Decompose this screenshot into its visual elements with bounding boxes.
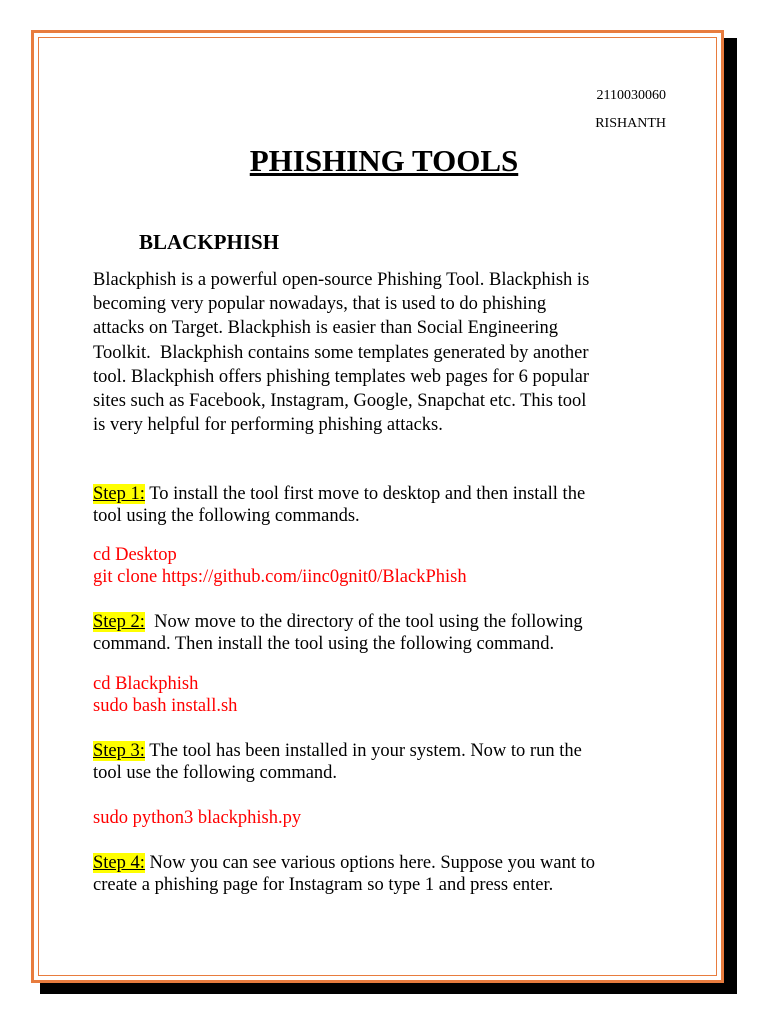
step-2-command-1: cd Blackphish: [93, 674, 199, 694]
step-3-label: Step 3:: [93, 741, 145, 761]
intro-line: is very helpful for performing phishing attacks.: [93, 415, 443, 436]
author-name: RISHANTH: [595, 116, 666, 131]
section-heading: BLACKPHISH: [139, 230, 280, 254]
intro-line: attacks on Target. Blackphish is easier than Social Engineering: [93, 318, 559, 339]
step-1-text: [93, 482, 663, 528]
step-4-line2: create a phishing page for Instagram so type 1 and press enter.: [93, 875, 554, 896]
step-2-line2: command. Then install the tool using the following command.: [93, 634, 555, 655]
intro-line: tool. Blackphish offers phishing templates web pages for 6 popular: [93, 366, 589, 387]
intro-line: becoming very popular nowadays, that is used to do phishing: [93, 294, 547, 315]
intro-line: Blackphish is a powerful open-source Phishing Tool. Blackphish is: [93, 270, 590, 290]
step-2-label: Step 2:: [93, 612, 145, 632]
step-1-command-2: git clone https://github.com/iinc0gnit0/BlackPhish: [93, 567, 467, 587]
step-2-text: [93, 610, 663, 656]
intro-line: Toolkit. Blackphish contains some templates generated by another: [93, 342, 589, 363]
step-3-text: [93, 739, 663, 785]
step-3-line1: The tool has been installed in your system. Now to run the: [144, 741, 582, 761]
step-2-line1: Now move to the directory of the tool using the following: [144, 612, 583, 632]
step-3-command-1: sudo python3 blackphish.py: [93, 808, 302, 828]
intro-line: sites such as Facebook, Instagram, Google, Snapchat etc. This tool: [93, 391, 587, 412]
intro-paragraph: [93, 268, 663, 437]
step-4-text: [93, 851, 663, 897]
step-2-command-2: sudo bash install.sh: [93, 696, 238, 716]
step-3-line2: tool use the following command.: [93, 763, 338, 784]
student-id: 2110030060: [596, 88, 666, 103]
step-4-line1: Now you can see various options here. Suppose you want to: [144, 853, 595, 873]
step-1-line1: To install the tool first move to desktop and then install the: [144, 484, 586, 504]
step-1-label: Step 1:: [93, 484, 145, 504]
document-title: PHISHING TOOLS: [249, 143, 519, 178]
step-4-label: Step 4:: [93, 853, 145, 873]
step-1-command-1: cd Desktop: [93, 545, 177, 565]
step-1-line2: tool using the following commands.: [93, 506, 360, 527]
